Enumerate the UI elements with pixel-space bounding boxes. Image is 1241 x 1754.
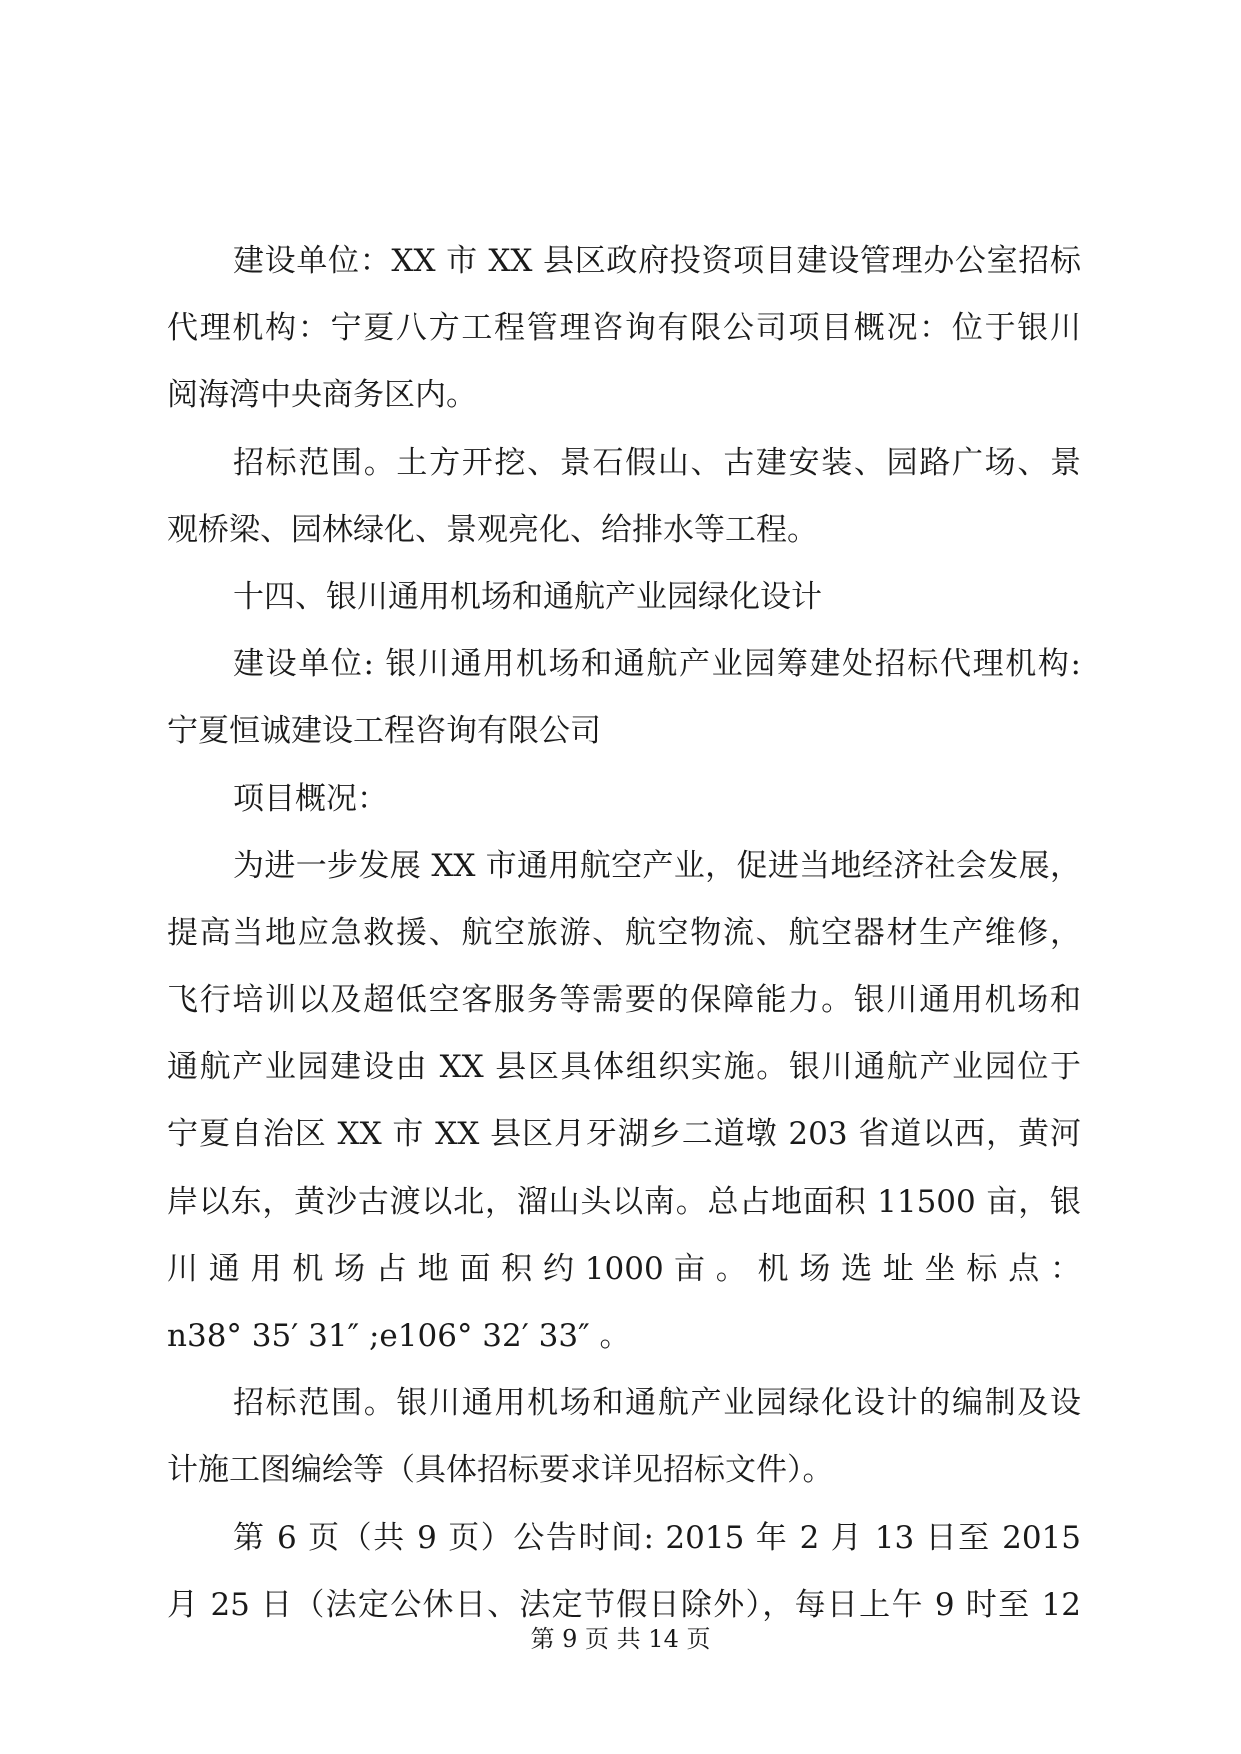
text-line: 观桥梁、园林绿化、景观亮化、给排水等工程。 <box>167 511 818 548</box>
text-line: 通航产业园建设由 XX 县区具体组织实施。银川通航产业园位于 <box>167 1049 1081 1086</box>
text-line: 提高当地应急救援、航空旅游、航空物流、航空器材生产维修， <box>167 914 1081 951</box>
text-line: 项目概况： <box>233 780 388 817</box>
text-line: 阅海湾中央商务区内。 <box>167 377 477 414</box>
text-line: 飞行培训以及超低空客服务等需要的保障能力。银川通用机场和 <box>167 982 1081 1019</box>
text-line: 宁夏恒诚建设工程咨询有限公司 <box>167 713 601 750</box>
text-line: 计施工图编绘等（具体招标要求详见招标文件）。 <box>167 1452 834 1489</box>
text-line: 宁夏自治区 XX 市 XX 县区月牙湖乡二道墩 203 省道以西，黄河 <box>167 1116 1081 1153</box>
text-line: 川 通 用 机 场 占 地 面 积 约 1000 亩 。 机 场 选 址 坐 标 点 ： <box>167 1250 1081 1287</box>
text-line: 月 25 日（法定公休日、法定节假日除外），每日上午 9 时至 12 <box>167 1586 1081 1623</box>
text-line: 招标范围。土方开挖、景石假山、古建安装、园路广场、景 <box>233 444 1081 481</box>
text-line: 岸以东，黄沙古渡以北，溜山头以南。总占地面积 11500 亩，银 <box>167 1183 1081 1220</box>
text-line: 为进一步发展 XX 市通用航空产业，促进当地经济社会发展， <box>233 847 1081 884</box>
page-footer: 第 9 页 共 14 页 <box>530 1625 711 1653</box>
text-line: 第 6 页（共 9 页）公告时间: 2015 年 2 月 13 日至 2015 <box>233 1519 1081 1556</box>
text-line: 代理机构：宁夏八方工程管理咨询有限公司项目概况：位于银川 <box>167 310 1081 347</box>
text-line: 建设单位: 银川通用机场和通航产业园筹建处招标代理机构: <box>233 646 1081 683</box>
section-heading: 十四、银川通用机场和通航产业园绿化设计 <box>233 578 822 615</box>
text-line: 招标范围。银川通用机场和通航产业园绿化设计的编制及设 <box>233 1385 1081 1422</box>
document-body <box>167 228 1081 1639</box>
text-line: 建设单位：XX 市 XX 县区政府投资项目建设管理办公室招标 <box>233 243 1081 279</box>
text-line: n38° 35′ 31″ ;e106° 32′ 33″ 。 <box>167 1318 631 1354</box>
